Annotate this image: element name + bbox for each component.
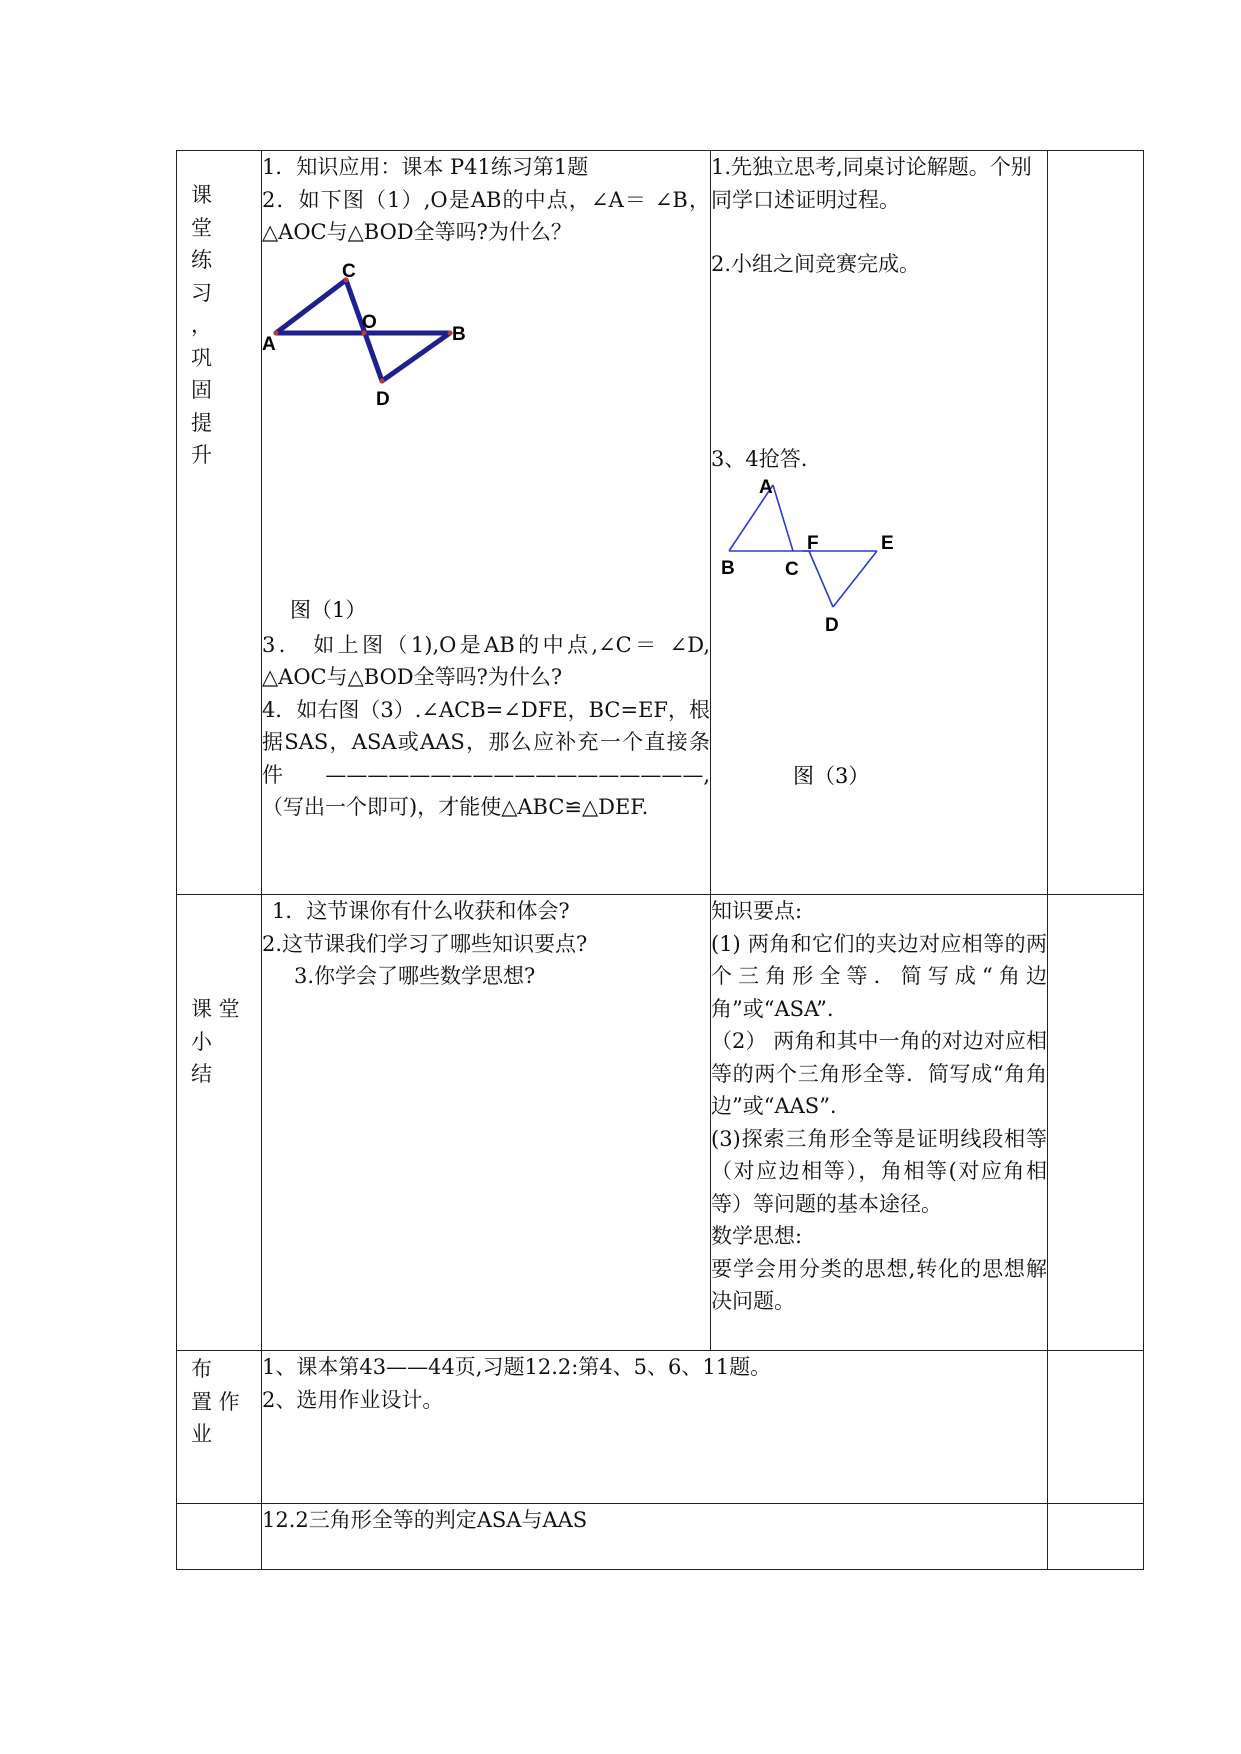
notes-cell-4 [1048,1504,1144,1570]
question-1: 1．知识应用：课本 P41练习第1题 [262,155,589,179]
knowledge-point-1: (1) 两角和它们的夹边对应相等的两个三角形全等．简写成“角边角”或“ASA”. [711,931,1047,1021]
fig1-label-o: O [362,311,377,333]
summary-question-3: 3.你学会了哪些数学思想? [294,964,536,988]
fig3-label-c: C [785,559,799,580]
fig3-label-b: B [721,558,735,579]
label-char: 巩 [191,345,212,370]
practice-activities-cell [711,151,1048,895]
label-char: 业 [191,1422,212,1446]
label-char: 固 [191,378,212,402]
homework-cell [262,1351,1048,1504]
lesson-plan-table [176,150,1144,1570]
label-char: 课 堂 [191,997,240,1021]
notes-cell-2 [1048,895,1144,1351]
fig1-label-d: D [376,388,390,410]
summary-question-1: 1．这节课你有什么收获和体会? [272,899,570,923]
fig3-label-d: D [825,615,839,636]
label-char: 练 [191,248,212,272]
label-char: 布 [191,1357,212,1381]
label-char: 小 [191,1029,212,1054]
thinking-point: 要学会用分类的思想,转化的思想解决问题。 [711,1256,1047,1313]
knowledge-heading: 知识要点: [711,899,803,923]
fig3-caption: 图（3） [793,764,870,788]
summary-questions-cell [262,895,711,1351]
thinking-heading: 数学思想: [711,1224,803,1248]
activity-2: 2.小组之间竞赛完成。 [711,252,921,276]
fig3-label-e: E [881,533,894,554]
question-2: 2．如下图（1）,O是AB的中点，∠A＝ ∠B， △AOC与△BOD全等吗?为什么？ [262,187,710,244]
label-char: 置 作 [191,1389,240,1414]
board-title-cell [262,1504,1048,1570]
label-char: 堂 [191,215,212,240]
label-cell-summary [177,895,262,1351]
label-cell-homework [177,1351,262,1504]
board-title: 12.2三角形全等的判定ASA与AAS [262,1508,588,1532]
knowledge-point-2: （2） 两角和其中一角的对边对应相等的两个三角形全等．简写成“角角边”或“AAS”. [711,1029,1047,1118]
question-3: 3． 如上图（1),O是AB的中点,∠C＝ ∠D, △AOC与△BOD全等吗?为什么? [262,632,710,689]
figure-1 [262,249,692,629]
summary-question-2: 2.这节课我们学习了哪些知识要点? [262,931,588,956]
label-cell-practice [177,151,262,895]
figure-3 [711,475,1031,795]
practice-questions-cell [262,151,711,895]
notes-cell-1 [1048,151,1144,895]
activity-3: 3、4抢答. [711,446,808,471]
fig1-label-b: B [452,323,466,345]
label-char: 习 [191,280,212,305]
label-char: 课 [191,183,212,207]
summary-knowledge-cell [711,895,1048,1351]
question-4: 4．如右图（3）.∠ACB=∠DFE，BC=EF，根据SAS，ASA或AAS，那么应补充一个直接条件 ——————————————————,（写出一个即可)，才能使△ABC≌△DEF. [262,697,710,819]
activity-1: 1.先独立思考,同桌讨论解题。个别同学口述证明过程。 [711,155,1032,212]
label-char: 升 [191,443,212,467]
fig3-label-a: A [759,477,773,498]
fig3-label-f: F [807,533,819,554]
fig1-caption: 图（1） [290,597,367,622]
fig1-label-c: C [342,260,356,282]
label-char: 结 [191,1062,212,1086]
notes-cell-3 [1048,1351,1144,1504]
homework-item-1: 1、课本第43——44页,习题12.2:第4、5、6、11题。 [262,1355,772,1379]
homework-item-2: 2、选用作业设计。 [262,1387,444,1412]
label-cell-empty [177,1504,262,1570]
knowledge-point-3: (3)探索三角形全等是证明线段相等（对应边相等），角相等(对应角相等）等问题的基本途径。 [711,1126,1047,1216]
fig1-label-a: A [262,333,276,355]
label-char: 提 [191,410,212,435]
label-char: ， [191,313,212,337]
